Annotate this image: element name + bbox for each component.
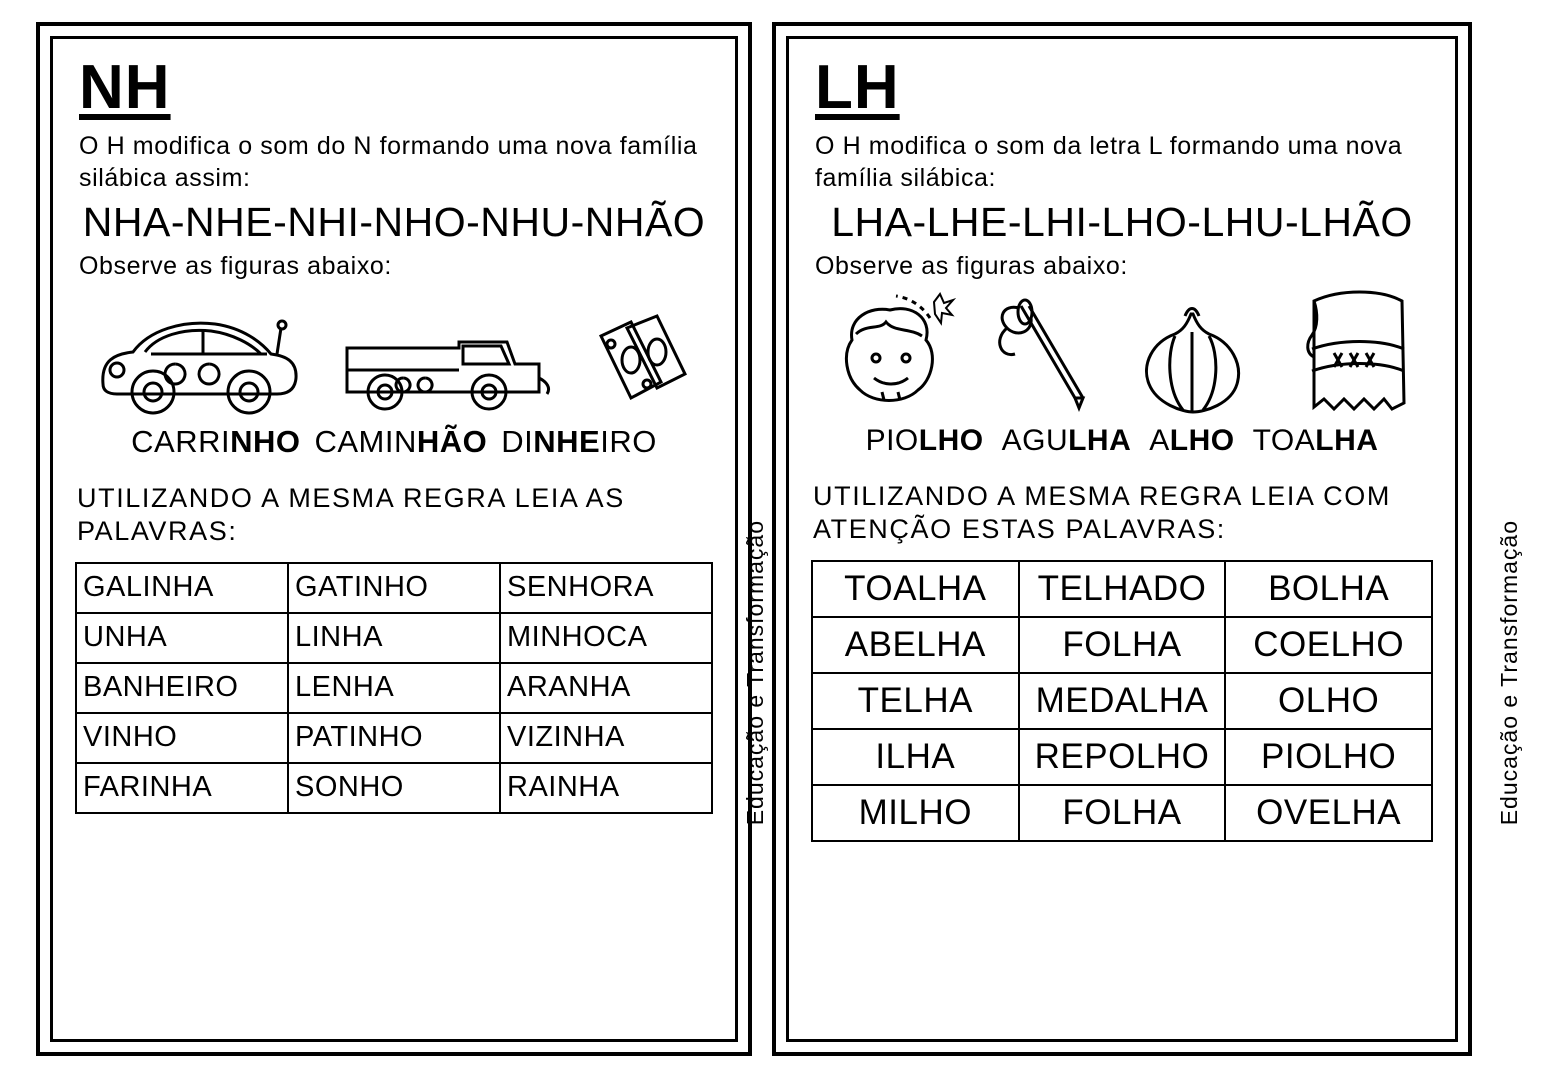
- nh-word-table: [75, 562, 713, 814]
- garlic-icon: [1127, 298, 1257, 418]
- nh-card-inner: [50, 36, 738, 1042]
- table-row: [812, 729, 1432, 785]
- lh-word-cell: TELHA: [812, 673, 1019, 729]
- nh-word-cell: ARANHA: [500, 663, 712, 713]
- nh-figure-row: [75, 283, 713, 418]
- table-row: [76, 763, 712, 813]
- towel-icon: [1288, 283, 1418, 418]
- lh-word-cell: ILHA: [812, 729, 1019, 785]
- lh-figure-agulha: [987, 288, 1097, 418]
- nh-word-cell: LINHA: [288, 613, 500, 663]
- lh-word-cell: ABELHA: [812, 617, 1019, 673]
- table-row: [812, 673, 1432, 729]
- nh-caption-row: [75, 424, 713, 460]
- lh-rule-text: UTILIZANDO A MESMA REGRA LEIA COM ATENÇÃO ESTAS PALAVRAS:: [813, 481, 1391, 544]
- side-note-left: Educação e Transformação: [742, 520, 768, 826]
- table-row: [76, 613, 712, 663]
- nh-word-cell: MINHOCA: [500, 613, 712, 663]
- nh-word-cell: VIZINHA: [500, 713, 712, 763]
- nh-word-cell: SONHO: [288, 763, 500, 813]
- lh-word-cell: OVELHA: [1225, 785, 1432, 841]
- lh-caption-row: [811, 424, 1433, 458]
- lh-figure-alho: [1127, 298, 1257, 418]
- nh-figure-truck: [339, 308, 554, 418]
- nh-figure-car: [91, 298, 306, 418]
- lh-word-cell: MILHO: [812, 785, 1019, 841]
- lh-figure-toalha: [1288, 283, 1418, 418]
- lh-title: LH: [815, 53, 900, 122]
- lh-word-table: [811, 560, 1433, 842]
- lh-caption-piolho: PIOLHO: [865, 424, 984, 457]
- nh-rule-text: UTILIZANDO A MESMA REGRA LEIA AS PALAVRAS:: [77, 483, 625, 546]
- nh-caption-caminhao: CAMINHÃO: [314, 424, 488, 459]
- nh-word-cell: GALINHA: [76, 563, 288, 613]
- table-row: [812, 785, 1432, 841]
- lh-caption-alho: ALHO: [1149, 424, 1235, 457]
- lh-card-inner: [786, 36, 1458, 1042]
- nh-word-cell: PATINHO: [288, 713, 500, 763]
- nh-title: NH: [79, 53, 171, 122]
- nh-word-cell: FARINHA: [76, 763, 288, 813]
- lh-word-cell: REPOLHO: [1019, 729, 1226, 785]
- lh-word-cell: MEDALHA: [1019, 673, 1226, 729]
- car-icon: [91, 298, 306, 418]
- lh-word-cell: COELHO: [1225, 617, 1432, 673]
- table-row: [812, 561, 1432, 617]
- lh-word-cell: OLHO: [1225, 673, 1432, 729]
- table-row: [812, 617, 1432, 673]
- table-row: [76, 713, 712, 763]
- lh-word-cell: PIOLHO: [1225, 729, 1432, 785]
- nh-intro-text: O H modifica o som do N formando uma nova família silábica assim:: [79, 132, 698, 193]
- lh-word-cell: TOALHA: [812, 561, 1019, 617]
- truck-icon: [339, 308, 554, 418]
- nh-word-cell: BANHEIRO: [76, 663, 288, 713]
- lh-intro-text: O H modifica o som da letra L formando uma nova família silábica:: [815, 132, 1403, 193]
- nh-observe-text: Observe as figuras abaixo:: [79, 252, 392, 280]
- nh-word-cell: SENHORA: [500, 563, 712, 613]
- nh-word-cell: VINHO: [76, 713, 288, 763]
- nh-figure-money: [587, 308, 697, 418]
- lh-word-cell: FOLHA: [1019, 617, 1226, 673]
- nh-syllable-family: NHA-NHE-NHI-NHO-NHU-NHÃO: [82, 199, 706, 246]
- lh-observe-text: Observe as figuras abaixo:: [815, 252, 1128, 280]
- table-row: [76, 563, 712, 613]
- lh-caption-agulha: AGULHA: [1001, 424, 1132, 457]
- nh-word-cell: GATINHO: [288, 563, 500, 613]
- lh-figure-row: [811, 283, 1433, 418]
- lh-figure-piolho: [826, 288, 956, 418]
- lh-word-cell: BOLHA: [1225, 561, 1432, 617]
- lh-card: [772, 22, 1472, 1056]
- head-louse-icon: [826, 288, 956, 418]
- table-row: [76, 663, 712, 713]
- money-icon: [587, 308, 697, 418]
- lh-word-cell: TELHADO: [1019, 561, 1226, 617]
- lh-caption-toalha: TOALHA: [1252, 424, 1379, 457]
- nh-word-cell: LENHA: [288, 663, 500, 713]
- needle-icon: [987, 288, 1097, 418]
- nh-card: [36, 22, 752, 1056]
- nh-caption-dinheiro: DINHEIRO: [501, 424, 657, 459]
- nh-word-cell: UNHA: [76, 613, 288, 663]
- side-note-right: Educação e Transformação: [1496, 520, 1522, 826]
- nh-word-cell: RAINHA: [500, 763, 712, 813]
- nh-caption-carrinho: CARRINHO: [131, 424, 301, 459]
- lh-word-cell: FOLHA: [1019, 785, 1226, 841]
- lh-syllable-family: LHA-LHE-LHI-LHO-LHU-LHÃO: [831, 199, 1413, 246]
